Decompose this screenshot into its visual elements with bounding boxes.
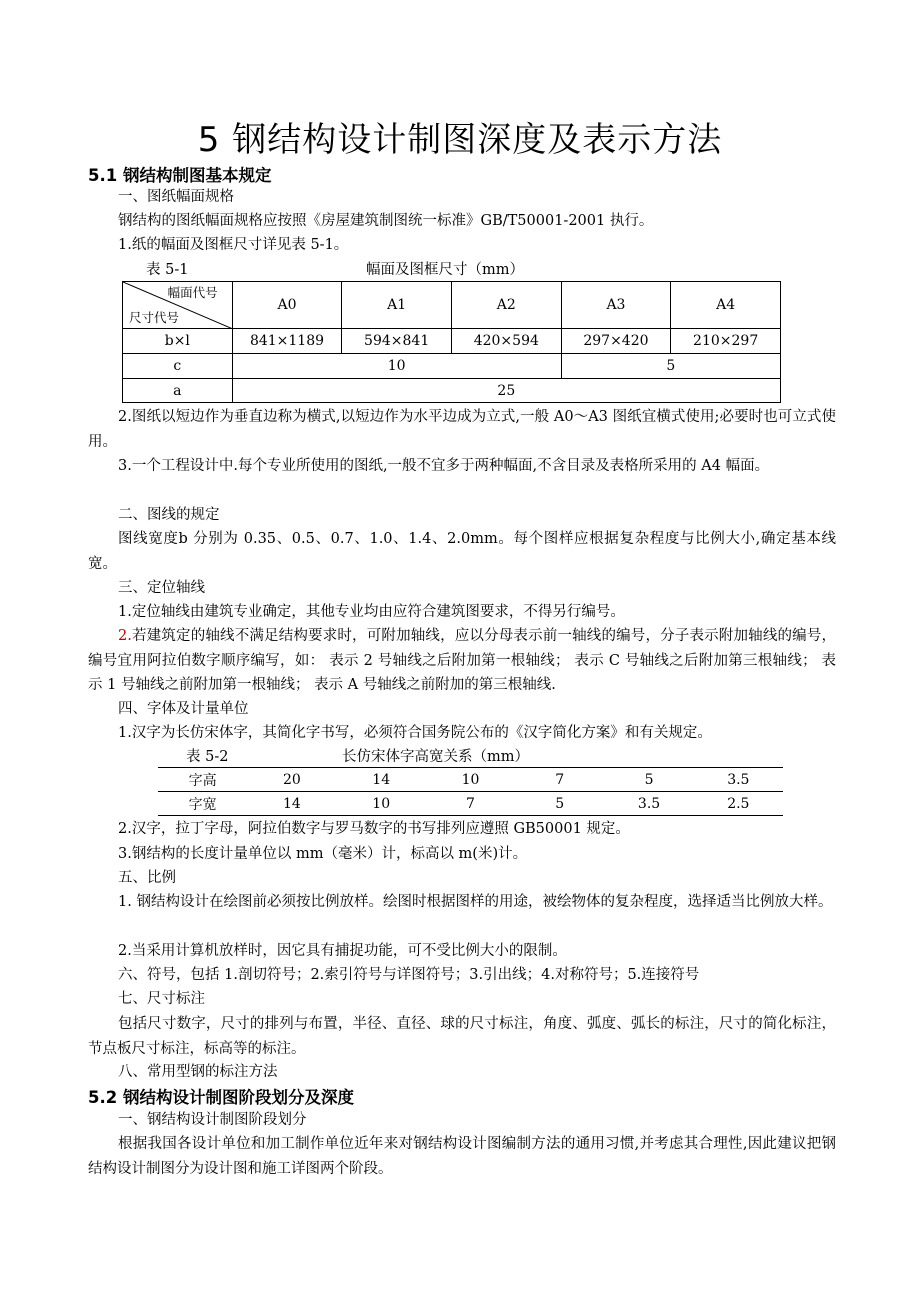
- cell: 7: [515, 768, 604, 792]
- cell: 3.5: [604, 792, 693, 816]
- header-cell: A4: [671, 282, 781, 329]
- subheading-scale: 五、比例: [118, 870, 176, 886]
- cell: 10: [337, 792, 426, 816]
- page-title: 5 钢结构设计制图深度及表示方法: [197, 120, 723, 160]
- corner-bottom-label: 尺寸代号: [129, 310, 180, 325]
- cell: 14: [337, 768, 426, 792]
- subheading-paper-size: 一、图纸幅面规格: [118, 189, 234, 205]
- table-corner-cell: [123, 282, 233, 329]
- section-5-1-heading: 5.1 钢结构制图基本规定: [88, 166, 272, 185]
- subheading-dimensioning: 七、尺寸标注: [118, 991, 205, 1007]
- table-5-1: [122, 281, 781, 403]
- subheading-line-rules: 二、图线的规定: [118, 507, 220, 523]
- table-row: [158, 768, 783, 792]
- cell: 594×841: [342, 329, 452, 354]
- paragraph: 钢结构的图纸幅面规格应按照《房屋建筑制图统一标准》GB/T50001-2001 执行。: [118, 213, 654, 229]
- header-cell: A0: [232, 282, 342, 329]
- paragraph-text: 若建筑定的轴线不满足结构要求时，可附加轴线，应以分母表示前一轴线的编号，分子表示附加轴线的编号，编号宜用阿拉伯数字顺序编写，如： 表示 2 号轴线之后附加第一根轴线； 表示 C 号轴线之后附加第三根轴线； 表示 1 号轴线之前附加第一根轴线； 表示 A 号轴线之前附加的第三根轴线.: [88, 628, 836, 693]
- paragraph: 3.一个工程设计中.每个专业所使用的图纸,一般不宜多于两种幅面,不含目录及表格所采用的 A4 幅面。: [118, 458, 770, 474]
- row-label: c: [123, 354, 233, 379]
- cell: 20: [247, 768, 336, 792]
- subheading-steel-sections: 八、常用型钢的标注方法: [118, 1064, 278, 1080]
- row-label: b×l: [123, 329, 233, 354]
- cell: 5: [561, 354, 780, 379]
- table-5-2: [158, 767, 783, 816]
- row-label: 字宽: [158, 792, 247, 816]
- paragraph: 包括尺寸数字，尺寸的排列与布置，半径、直径、球的尺寸标注，角度、弧度、弧长的标注，尺寸的简化标注，节点板尺寸标注，标高等的标注。: [88, 1016, 836, 1057]
- header-cell: A1: [342, 282, 452, 329]
- paragraph: 2.图纸以短边作为垂直边称为横式,以短边作为水平边成为立式,一般 A0～A3 图纸宜横式使用;必要时也可立式使用。: [88, 409, 836, 450]
- subheading-stages: 一、钢结构设计制图阶段划分: [118, 1112, 307, 1128]
- table-5-2-label: 表 5-2: [186, 749, 229, 765]
- paragraph: 1.汉字为长仿宋体字，其简化字书写，必须符合国务院公布的《汉字简化方案》和有关规定。: [118, 725, 712, 741]
- paragraph: 1.纸的幅面及图框尺寸详见表 5-1。: [118, 237, 349, 253]
- paragraph: 1. 钢结构设计在绘图前必须按比例放样。绘图时根据图样的用途，被绘物体的复杂程度，选择适当比例放大样。: [118, 894, 833, 910]
- paragraph: 1.定位轴线由建筑专业确定，其他专业均由应符合建筑图要求，不得另行编号。: [118, 604, 625, 620]
- table-5-1-caption: 幅面及图框尺寸（mm）: [366, 262, 524, 278]
- cell: 5: [515, 792, 604, 816]
- cell: 3.5: [694, 768, 783, 792]
- table-5-1-label: 表 5-1: [146, 262, 189, 278]
- cell: 5: [604, 768, 693, 792]
- cell: 25: [232, 379, 780, 403]
- subheading-axes: 三、定位轴线: [118, 580, 205, 596]
- cell: 2.5: [694, 792, 783, 816]
- cell: 210×297: [671, 329, 781, 354]
- paragraph: 2.汉字，拉丁字母，阿拉伯数字与罗马数字的书写排列应遵照 GB50001 规定。: [118, 821, 630, 837]
- cell: 841×1189: [232, 329, 342, 354]
- subheading-symbols: 六、符号，包括 1.剖切符号；2.索引符号与详图符号；3.引出线；4.对称符号；5.连接符号: [118, 967, 700, 983]
- header-cell: A3: [561, 282, 671, 329]
- table-row: [158, 792, 783, 816]
- cell: 420×594: [451, 329, 561, 354]
- paragraph-axis-numbering: [88, 624, 836, 698]
- cell: 297×420: [561, 329, 671, 354]
- paragraph: 图线宽度b 分别为 0.35、0.5、0.7、1.0、1.4、2.0mm。每个图样应根据复杂程度与比例大小,确定基本线宽。: [88, 531, 836, 572]
- section-5-2-heading: 5.2 钢结构设计制图阶段划分及深度: [88, 1088, 354, 1107]
- table-row: [123, 354, 781, 379]
- cell: 14: [247, 792, 336, 816]
- table-row: [123, 329, 781, 354]
- table-row: [123, 379, 781, 403]
- red-number: 2.: [118, 628, 132, 644]
- row-label: a: [123, 379, 233, 403]
- paragraph: 根据我国各设计单位和加工制作单位近年来对钢结构设计图编制方法的通用习惯,并考虑其合理性,因此建议把钢结构设计制图分为设计图和施工详图两个阶段。: [88, 1136, 836, 1177]
- subheading-font-units: 四、字体及计量单位: [118, 701, 249, 717]
- cell: 10: [426, 768, 515, 792]
- row-label: 字高: [158, 768, 247, 792]
- corner-top-label: 幅面代号: [167, 285, 218, 300]
- cell: 7: [426, 792, 515, 816]
- table-5-2-caption: 长仿宋体字高宽关系（mm）: [342, 749, 529, 765]
- cell: 10: [232, 354, 561, 379]
- paragraph: 3.钢结构的长度计量单位以 mm（毫米）计，标高以 m(米)计。: [118, 846, 528, 862]
- header-cell: A2: [451, 282, 561, 329]
- paragraph: 2.当采用计算机放样时，因它具有捕捉功能，可不受比例大小的限制。: [118, 943, 567, 959]
